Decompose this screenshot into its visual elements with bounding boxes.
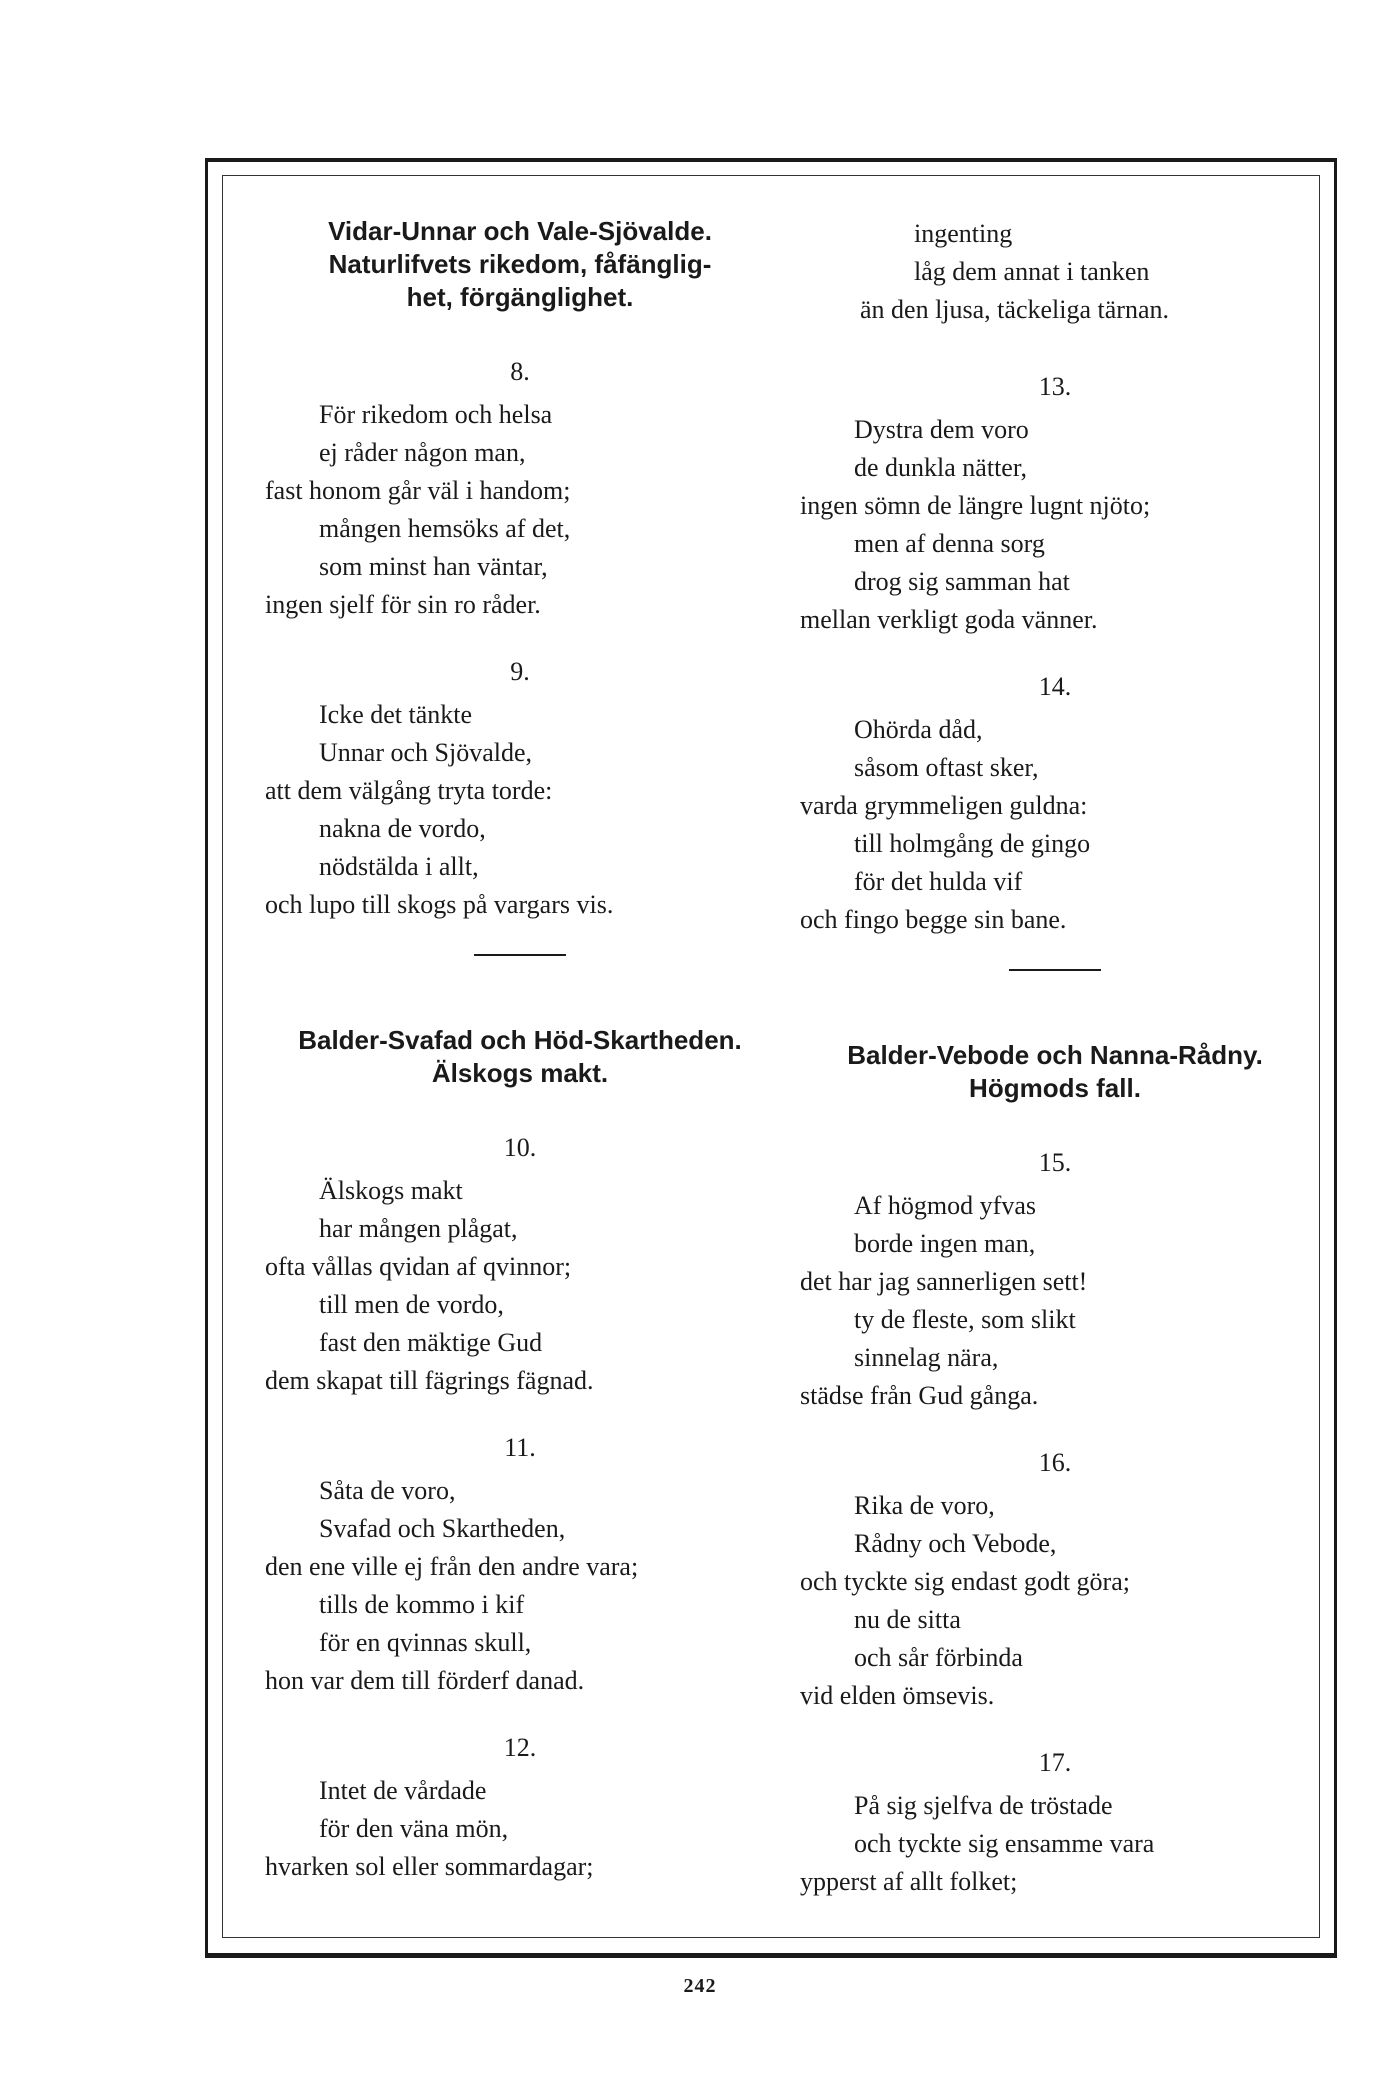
- verse-line: och sår förbinda: [854, 1643, 1023, 1672]
- left-column: [255, 215, 785, 1916]
- verse-line: varda grymmeligen guldna:: [800, 791, 1088, 820]
- verse-line: för en qvinnas skull,: [319, 1628, 532, 1657]
- verse-line: och lupo till skogs på vargars vis.: [265, 890, 614, 919]
- heading-line: Naturlifvets rikedom, fåfänglig-: [328, 249, 712, 279]
- verse-line: ofta vållas qvidan af qvinnor;: [265, 1252, 572, 1281]
- stanza-16: [790, 1445, 1320, 1715]
- section-heading: [790, 1039, 1320, 1105]
- verse-line: ingen sjelf för sin ro råder.: [265, 590, 541, 619]
- page-number: 242: [683, 1975, 717, 1997]
- verse-line: för det hulda vif: [854, 867, 1023, 896]
- section-divider: [474, 954, 566, 956]
- verse-line: mången hemsöks af det,: [319, 514, 571, 543]
- verse-line: borde ingen man,: [854, 1229, 1036, 1258]
- verse-line: För rikedom och helsa: [319, 400, 553, 429]
- verse-line: som minst han väntar,: [319, 552, 548, 581]
- verse-line: den ene ville ej från den andre vara;: [265, 1552, 639, 1581]
- verse-line: Dystra dem voro: [854, 415, 1029, 444]
- verse-line: till holmgång de gingo: [854, 829, 1091, 858]
- verse-line: till men de vordo,: [319, 1290, 504, 1319]
- verse-line: städse från Gud gånga.: [800, 1381, 1039, 1410]
- stanza-14: [790, 669, 1320, 939]
- verse-line: Rådny och Vebode,: [854, 1529, 1057, 1558]
- section-heading: [255, 215, 785, 314]
- stanza-number: 12.: [503, 1733, 537, 1762]
- verse-line: ypperst af allt folket;: [800, 1867, 1018, 1896]
- verse-line: för den väna mön,: [319, 1814, 509, 1843]
- stanza-10: [255, 1130, 785, 1400]
- verse-line: På sig sjelfva de tröstade: [854, 1791, 1113, 1820]
- verse-line: ej råder någon man,: [319, 438, 526, 467]
- verse-line: Af högmod yfvas: [854, 1191, 1036, 1220]
- verse-line: hvarken sol eller sommardagar;: [265, 1852, 594, 1881]
- verse-line: sinnelag nära,: [854, 1343, 999, 1372]
- verse-line: har mången plågat,: [319, 1214, 518, 1243]
- verse-line: Rika de voro,: [854, 1491, 995, 1520]
- right-column: [790, 215, 1320, 1931]
- verse-line: vid elden ömsevis.: [800, 1681, 995, 1710]
- heading-line: het, förgänglighet.: [406, 282, 634, 312]
- heading-line: Högmods fall.: [969, 1073, 1141, 1103]
- verse-line: ingenting: [914, 219, 1013, 248]
- stanza-12: [255, 1730, 785, 1886]
- stanza-11: [255, 1430, 785, 1700]
- continued-verse: [790, 215, 1320, 329]
- stanza-number: 14.: [1038, 672, 1072, 701]
- verse-line: och fingo begge sin bane.: [800, 905, 1067, 934]
- stanza-number: 10.: [503, 1133, 537, 1162]
- stanza-number: 9.: [510, 657, 530, 686]
- stanza-number: 15.: [1038, 1148, 1072, 1177]
- verse-line: Ohörda dåd,: [854, 715, 983, 744]
- verse-line: nu de sitta: [854, 1605, 961, 1634]
- verse-line: Såta de voro,: [319, 1476, 456, 1505]
- verse-line: de dunkla nätter,: [854, 453, 1027, 482]
- stanza-number: 16.: [1038, 1448, 1072, 1477]
- verse-line: mellan verkligt goda vänner.: [800, 605, 1098, 634]
- heading-line: Balder-Svafad och Höd-Skartheden.: [298, 1025, 742, 1055]
- stanza-9: [255, 654, 785, 924]
- verse-line: ty de fleste, som slikt: [854, 1305, 1076, 1334]
- verse-line: det har jag sannerligen sett!: [800, 1267, 1088, 1296]
- verse-line: nödstälda i allt,: [319, 852, 479, 881]
- stanza-8: [255, 354, 785, 624]
- heading-line: Älskogs makt.: [431, 1058, 609, 1088]
- verse-line: Svafad och Skartheden,: [319, 1514, 566, 1543]
- stanza-number: 8.: [510, 357, 530, 386]
- verse-line: drog sig samman hat: [854, 567, 1070, 596]
- stanza-17: [790, 1745, 1320, 1901]
- verse-line: nakna de vordo,: [319, 814, 486, 843]
- stanza-number: 17.: [1038, 1748, 1072, 1777]
- verse-line: Icke det tänkte: [319, 700, 473, 729]
- verse-line: dem skapat till fägrings fägnad.: [265, 1366, 594, 1395]
- verse-line: Intet de vårdade: [319, 1776, 487, 1805]
- stanza-number: 13.: [1038, 372, 1072, 401]
- verse-line: än den ljusa, täckeliga tärnan.: [860, 295, 1169, 324]
- heading-line: Vidar-Unnar och Vale-Sjövalde.: [328, 216, 712, 246]
- heading-line: Balder-Vebode och Nanna-Rådny.: [847, 1040, 1263, 1070]
- verse-line: hon var dem till förderf danad.: [265, 1666, 585, 1695]
- verse-line: och tyckte sig endast godt göra;: [800, 1567, 1130, 1596]
- verse-line: såsom oftast sker,: [854, 753, 1039, 782]
- verse-line: men af denna sorg: [854, 529, 1045, 558]
- verse-line: fast den mäktige Gud: [319, 1328, 543, 1357]
- stanza-13: [790, 369, 1320, 639]
- section-divider: [1009, 969, 1101, 971]
- section-heading: [255, 1024, 785, 1090]
- verse-line: fast honom går väl i handom;: [265, 476, 571, 505]
- verse-line: Älskogs makt: [319, 1176, 463, 1205]
- verse-line: ingen sömn de längre lugnt njöto;: [800, 491, 1151, 520]
- verse-line: tills de kommo i kif: [319, 1590, 525, 1619]
- verse-line: låg dem annat i tanken: [914, 257, 1150, 286]
- verse-line: Unnar och Sjövalde,: [319, 738, 533, 767]
- stanza-15: [790, 1145, 1320, 1415]
- stanza-number: 11.: [504, 1433, 536, 1462]
- verse-line: och tyckte sig ensamme vara: [854, 1829, 1155, 1858]
- verse-line: att dem välgång tryta torde:: [265, 776, 553, 805]
